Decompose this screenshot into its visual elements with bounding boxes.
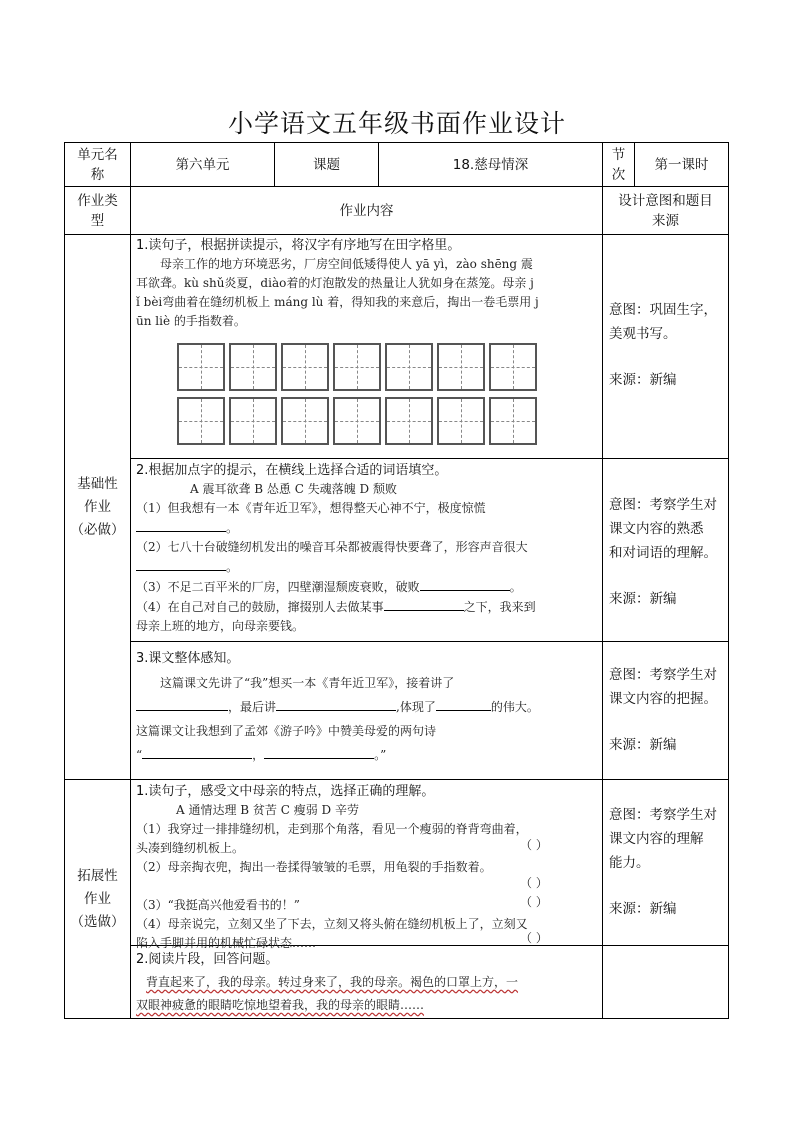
q2-heading: 2.根据加点字的提示，在横线上选择合适的词语填空。 (136, 463, 448, 478)
tian-box[interactable] (177, 343, 225, 391)
type-label-text: 作业类型 (77, 192, 118, 229)
q3-l2a: ，最后讲 (228, 700, 277, 714)
content-label: 作业内容 (339, 202, 394, 219)
q4-source: 来源：新编 (609, 901, 677, 917)
q4-answer-1[interactable]: （ ） (520, 838, 548, 852)
lesson-value: 18.慈母情深 (452, 156, 529, 173)
type-label (65, 187, 130, 234)
lesson-label: 课题 (313, 156, 340, 173)
q4-answer-2[interactable]: （ ） (520, 876, 548, 890)
tian-box[interactable] (281, 397, 329, 445)
q3-source: 来源：新编 (609, 737, 677, 753)
tian-box[interactable] (437, 397, 485, 445)
q4-s1b: 头凑到缝纫机板上。 (136, 841, 245, 855)
q4-design (609, 803, 717, 921)
q2-s1-end: 。 (226, 521, 239, 535)
tian-box[interactable] (489, 397, 537, 445)
period-label (603, 143, 634, 186)
q4-s1: （1）我穿过一排排缝纫机，走到那个角落，看见一个瘦弱的脊背弯曲着， (136, 822, 528, 836)
tian-box[interactable] (437, 343, 485, 391)
q3-l2b: ,体现了 (396, 700, 436, 714)
q2-source: 来源：新编 (609, 591, 677, 607)
q1-source: 来源：新编 (609, 372, 677, 388)
q4-intent: 意图：考察学生对 (609, 807, 717, 823)
unit-label-text: 单元名称 (77, 146, 118, 183)
q4-intent-2: 课文内容的理解 (609, 831, 704, 847)
q1-line-4: ūn liè 的手指数着。 (136, 314, 246, 328)
q2-design (609, 493, 717, 611)
q2-s1: （1）但我想有一本《青年近卫军》，想得整天心神不宁，极度惊慌 (136, 501, 486, 515)
design-label-text: 设计意图和题目来源 (618, 192, 713, 229)
q3-line-1: 这篇课文先讲了“我”想买一本《青年近卫军》，接着讲了 (160, 676, 455, 690)
q5-block (136, 948, 598, 1017)
q2-s4b: 之下，我来到 (463, 600, 536, 614)
q3-l4a: “ (136, 748, 143, 762)
tian-box[interactable] (385, 343, 433, 391)
basic-section-label (65, 235, 130, 779)
basic-note: （必做） (70, 521, 125, 538)
period-value: 第一课时 (654, 156, 709, 173)
q2-s4c: 母亲上班的地方，向母亲要钱。 (136, 619, 305, 633)
q2-blank-4[interactable] (384, 597, 464, 611)
q3-intent: 意图：考察学生对 (609, 667, 717, 683)
q1-block (136, 236, 598, 331)
q3-blank-2[interactable] (276, 697, 396, 711)
q1-heading: 1.读句子，根据拼读提示，将汉字有序地写在田字格里。 (136, 238, 461, 253)
q4-s2: （2）母亲掏衣兜，掏出一卷揉得皱皱的毛票，用龟裂的手指数着。 (136, 860, 492, 874)
writing-grid-row-2[interactable] (177, 397, 541, 445)
q3-design (609, 663, 717, 757)
q2-s2: （2）七八十台破缝纫机发出的噪音耳朵都被震得快要聋了，形容声音很大 (136, 540, 528, 554)
tian-box[interactable] (333, 397, 381, 445)
q1-intent: 意图：巩固生字， (609, 302, 717, 318)
q2-intent-2: 课文内容的熟悉 (609, 521, 704, 537)
q4-answer-4[interactable]: （ ） (520, 931, 548, 945)
q2-s3: （3）不足二百平米的厂房，四壁潮湿颓废衰败，破败 (136, 580, 420, 594)
q3-l2c: 的伟大。 (490, 700, 539, 714)
tian-box[interactable] (229, 397, 277, 445)
design-label (603, 187, 728, 234)
q4-intent-3: 能力。 (609, 855, 650, 871)
q2-options: A 震耳欲聋 B 怂恿 C 失魂落魄 D 颓败 (190, 482, 397, 496)
q5-line-1: 背直起来了，我的母亲。转过身来了，我的母亲。褐色的口罩上方，一 (146, 975, 519, 989)
q2-s2-end: 。 (226, 560, 239, 574)
tian-box[interactable] (333, 343, 381, 391)
tian-box[interactable] (229, 343, 277, 391)
writing-grid-row-1[interactable] (177, 343, 541, 391)
q2-blank-1[interactable] (136, 518, 226, 532)
q4-s3: （3）“我挺高兴他爱看书的！” (136, 898, 300, 912)
basic-name: 基础性 (77, 475, 118, 492)
q2-intent: 意图：考察学生对 (609, 497, 717, 513)
q1-line-1: 母亲工作的地方环境恶劣，厂房空间低矮得使人 yā yì，zào shēng 震 (160, 257, 533, 271)
q4-s4b: 陷入手脚并用的机械忙碌状态…… (136, 936, 317, 950)
period-label-text: 节次 (611, 146, 626, 183)
q1-design (609, 298, 717, 392)
tian-box[interactable] (281, 343, 329, 391)
q1-intent-2: 美观书写。 (609, 326, 677, 342)
q2-blank-2[interactable] (136, 557, 226, 571)
q5-line-2: 双眼神疲惫的眼睛吃惊地望着我，我的母亲的眼睛…… (136, 998, 425, 1012)
q4-options: A 通情达理 B 贫苦 C 瘦弱 D 辛劳 (176, 803, 359, 817)
q3-l4c: 。” (374, 748, 387, 762)
q2-block (136, 461, 598, 636)
extend-sub: 作业 (84, 890, 111, 907)
q3-line-3: 这篇课文让我想到了孟郊《游子吟》中赞美母爱的两句诗 (136, 724, 437, 738)
q3-blank-3[interactable] (436, 697, 491, 711)
unit-value: 第六单元 (175, 156, 230, 173)
q4-s4: （4）母亲说完，立刻又坐了下去，立刻又将头俯在缝纫机板上了，立刻又 (136, 917, 528, 931)
unit-label (65, 143, 130, 186)
q2-s3-end: 。 (509, 580, 522, 594)
q3-blank-1[interactable] (136, 697, 228, 711)
q1-line-3: ǐ bèi弯曲着在缝纫机板上 máng lù 着，得知我的来意后，掏出一卷毛票用 j (136, 295, 539, 309)
q3-blank-5[interactable] (264, 745, 374, 759)
extend-name: 拓展性 (77, 867, 118, 884)
extend-section-label (65, 780, 130, 1018)
q4-block (136, 782, 598, 953)
q3-blank-4[interactable] (142, 745, 252, 759)
q3-l4b: ， (252, 748, 265, 762)
q3-heading: 3.课文整体感知。 (136, 651, 240, 666)
q2-intent-3: 和对词语的理解。 (609, 545, 717, 561)
q2-s4a: （4）在自己对自己的鼓励，撺掇别人去做某事 (136, 600, 384, 614)
q5-heading: 2.阅读片段，回答问题。 (136, 952, 279, 967)
extend-note: （选做） (70, 913, 125, 930)
q1-line-2: 耳欲聋。kù shǔ炎夏，diào着的灯泡散发的热量让人犹如身在蒸笼。母亲 j (136, 276, 534, 290)
tian-box[interactable] (489, 343, 537, 391)
q3-block (136, 647, 598, 767)
tian-box[interactable] (385, 397, 433, 445)
page-title: 小学语文五年级书面作业设计 (227, 109, 566, 138)
q3-intent-2: 课文内容的把握。 (609, 691, 717, 707)
basic-sub: 作业 (84, 498, 111, 515)
q4-heading: 1.读句子，感受文中母亲的特点，选择正确的理解。 (136, 784, 435, 799)
q4-answer-3[interactable]: （ ） (520, 895, 548, 909)
q2-blank-3[interactable] (420, 577, 510, 591)
tian-box[interactable] (177, 397, 225, 445)
